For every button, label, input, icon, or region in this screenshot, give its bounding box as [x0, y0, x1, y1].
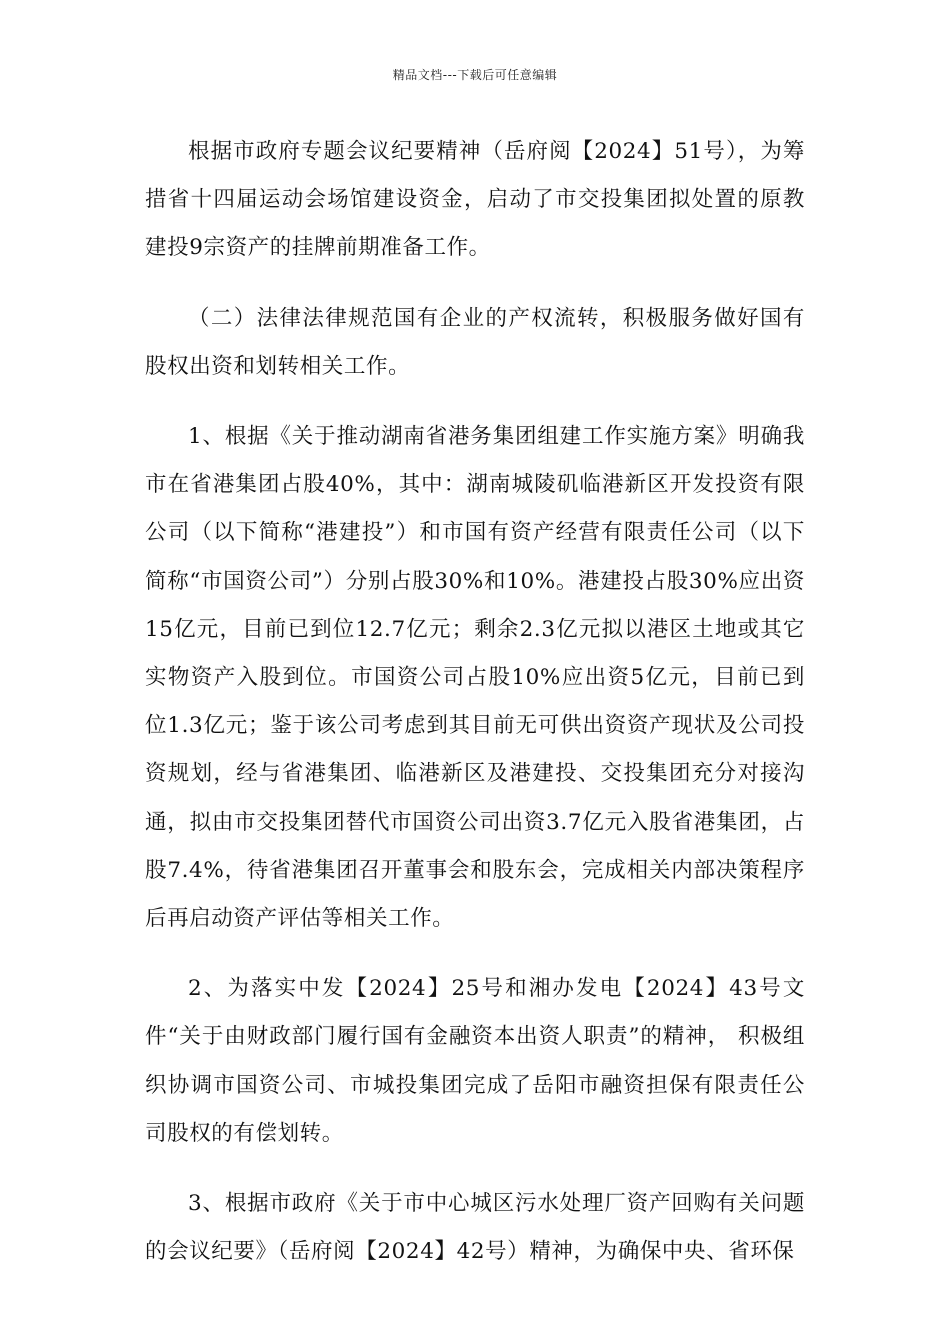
paragraph-venue-funding: 根据市政府专题会议纪要精神（岳府阅【2024】51号），为筹措省十四届运动会场馆建设资金，启动了市交投集团拟处置的原教建投9宗资产的挂牌前期准备工作。 [145, 139, 805, 261]
paragraph-sewage-plant: 3、根据市政府《关于市中心城区污水处理厂资产回购有关问题的会议纪要》（岳府阅【2024】42号）精神，为确保中央、省环保 [145, 1191, 805, 1265]
section-heading-equity-transfer: （二）法律法律规范国有企业的产权流转，积极服务做好国有股权出资和划转相关工作。 [145, 305, 805, 379]
page-header: 精品文档---下载后可任意编辑 [392, 68, 558, 82]
paragraph-financial-capital: 2、为落实中发【2024】25号和湘办发电【2024】43号文件“关于由财政部门履行国有金融资本出资人职责”的精神， 积极组织协调市国资公司、市城投集团完成了岳阳市融资担保有限责任公司股权的有偿划转。 [145, 976, 805, 1146]
paragraph-port-group-shares: 1、根据《关于推动湖南省港务集团组建工作实施方案》明确我市在省港集团占股40%，其中：湖南城陵矶临港新区开发投资有限公司（以下简称“港建投”）和市国有资产经营有限责任公司（以下简称“市国资公司”）分别占股30%和10%。港建投占股30%应出资15亿元，目前已到位12.7亿元；剩余2.3亿元拟以港区土地或其它实物资产入股到位。市国资公司占股10%应出资5亿元，目前已到位1.3亿元；鉴于该公司考虑到其目前无可供出资资产现状及公司投资规划，经与省港集团、临港新区及港建投、交投集团充分对接沟通，拟由市交投集团替代市国资公司出资3.7亿元入股省港集团，占股7.4%，待省港集团召开董事会和股东会，完成相关内部决策程序后再启动资产评估等相关工作。 [145, 424, 805, 932]
document-body [145, 128, 805, 1276]
